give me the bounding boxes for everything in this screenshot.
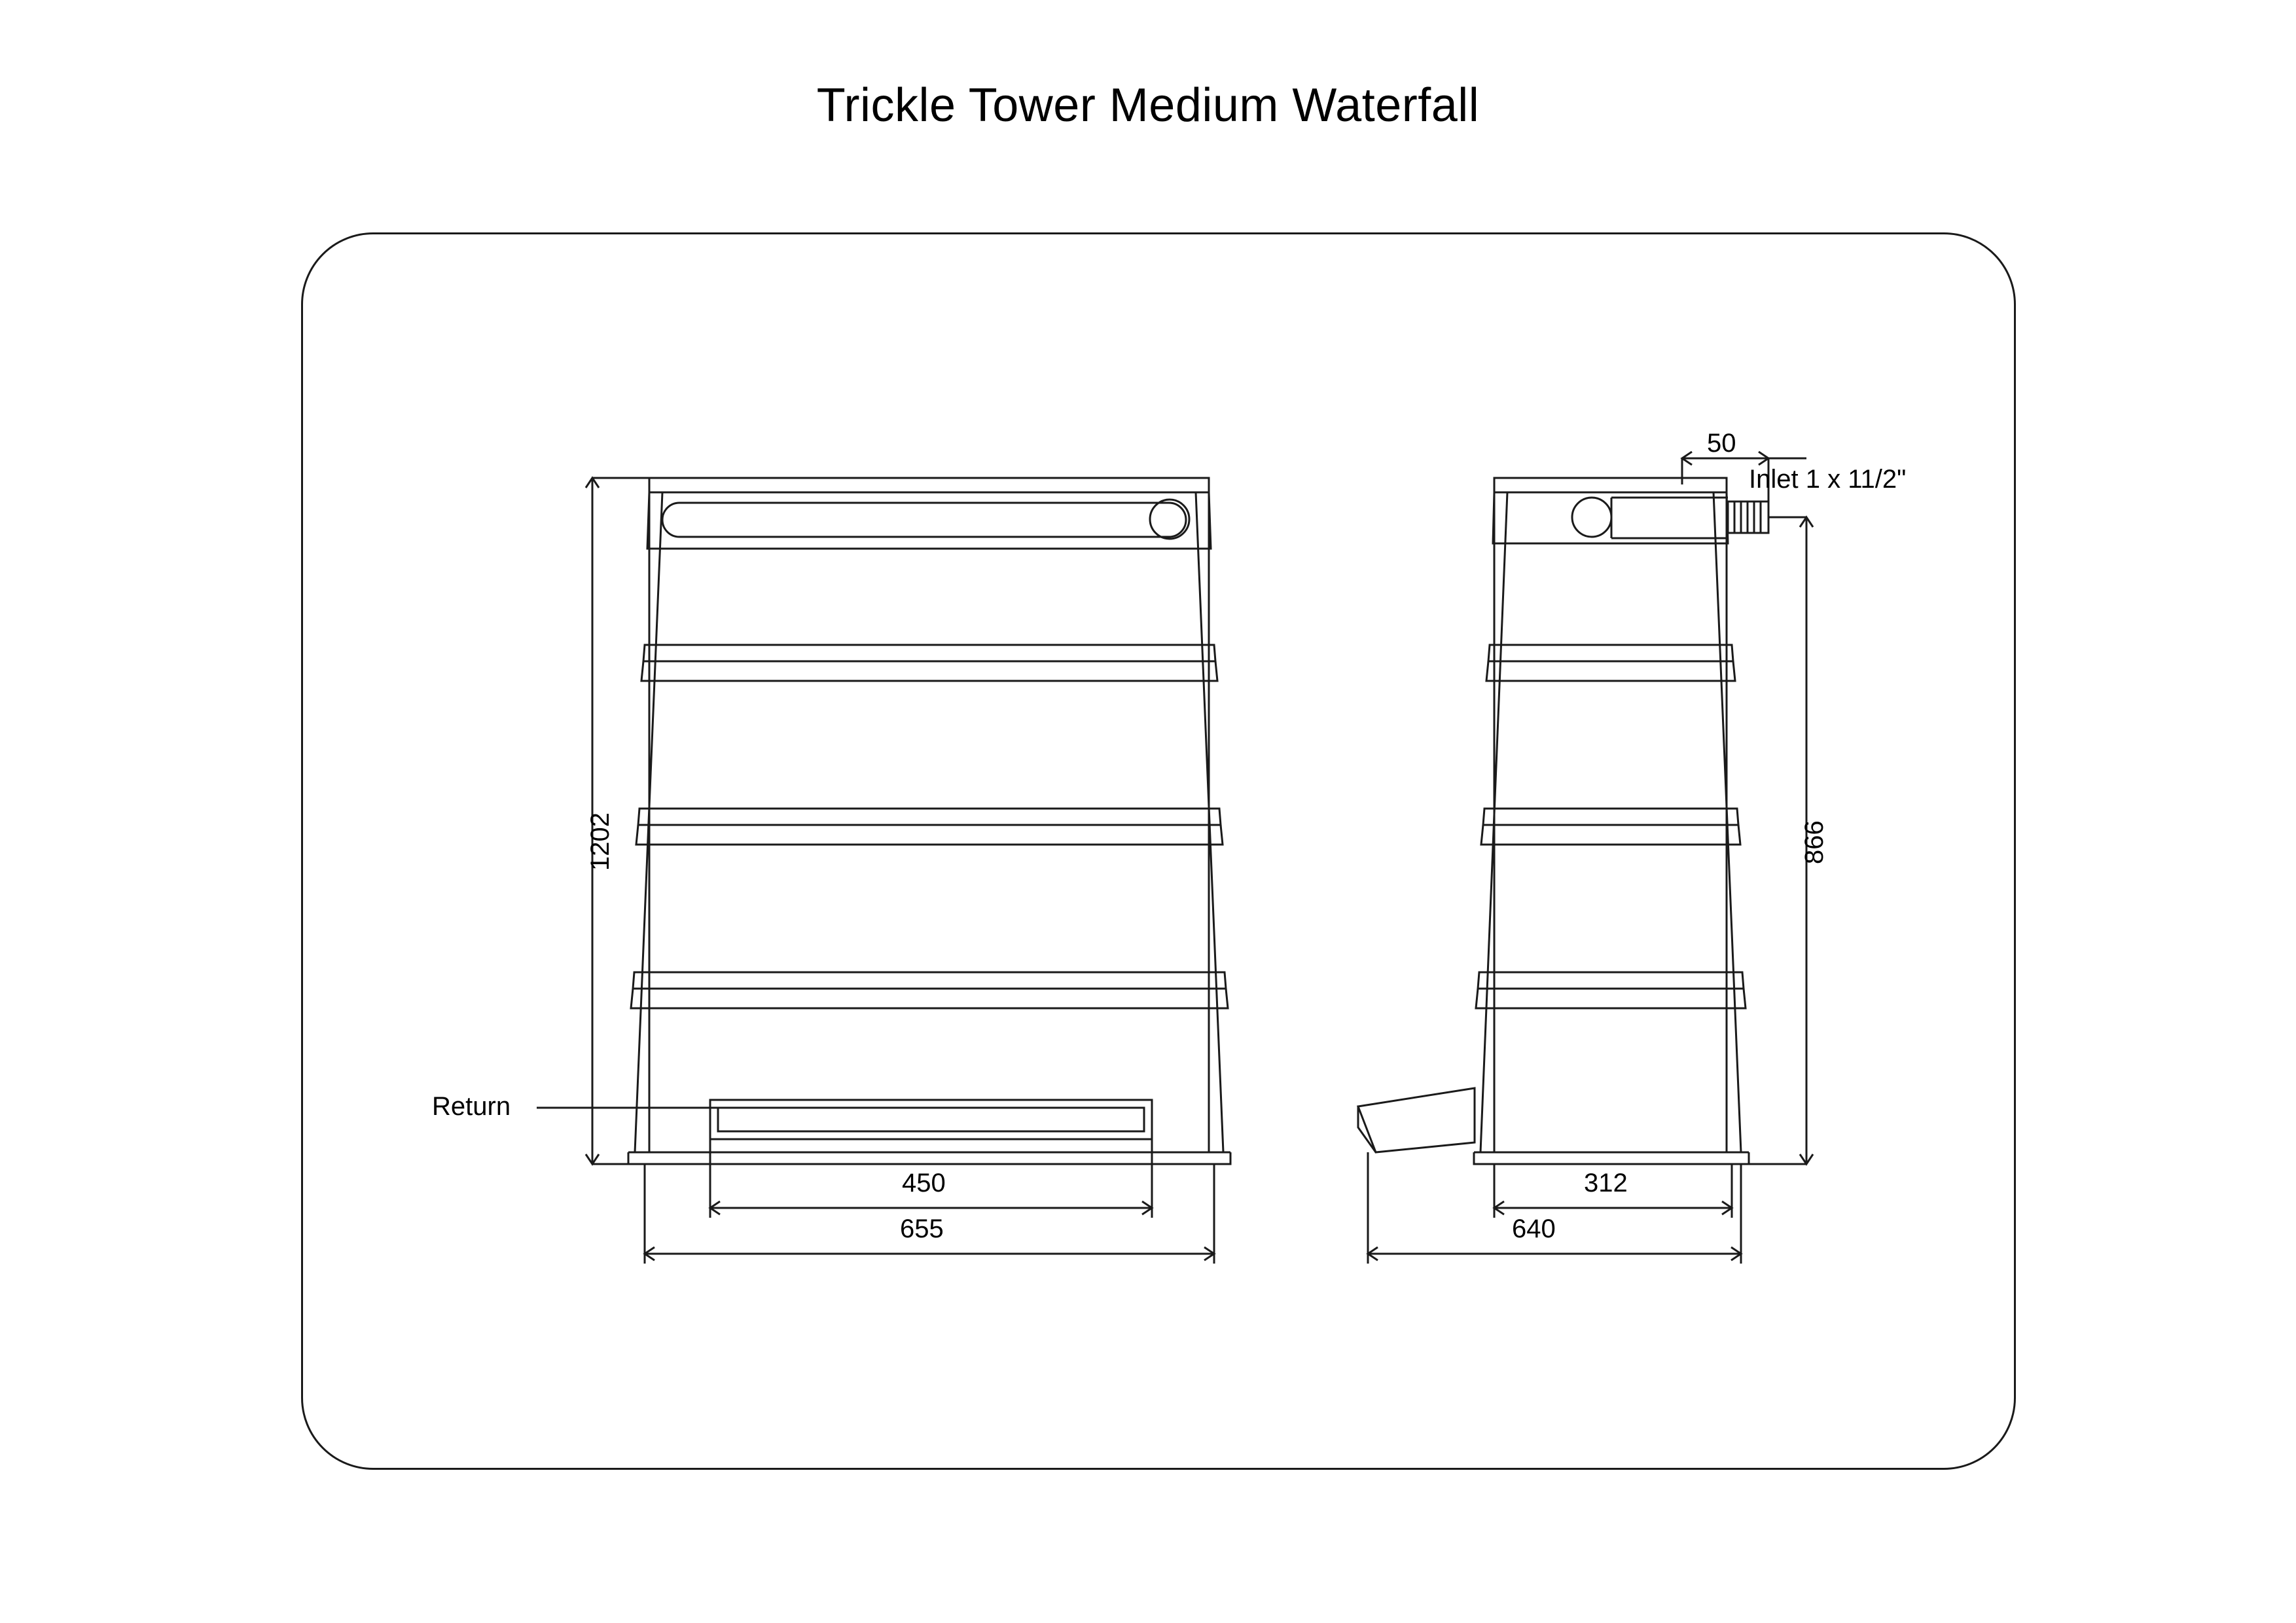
inlet-label: Inlet 1 x 11/2" — [1749, 465, 1907, 494]
dim-label-640: 640 — [1512, 1214, 1556, 1243]
dim-label-front-height: 1202 — [586, 812, 615, 871]
dim-label-312: 312 — [1584, 1169, 1628, 1197]
dim-label-450: 450 — [902, 1169, 946, 1197]
front-view-body — [628, 478, 1230, 1164]
return-label: Return — [432, 1092, 511, 1121]
dim-label-655: 655 — [900, 1214, 944, 1243]
page-title: Trickle Tower Medium Waterfall — [816, 79, 1480, 132]
side-view-body — [1358, 478, 1768, 1164]
dim-label-side-height: 866 — [1800, 820, 1829, 864]
dim-label-50: 50 — [1707, 429, 1736, 458]
